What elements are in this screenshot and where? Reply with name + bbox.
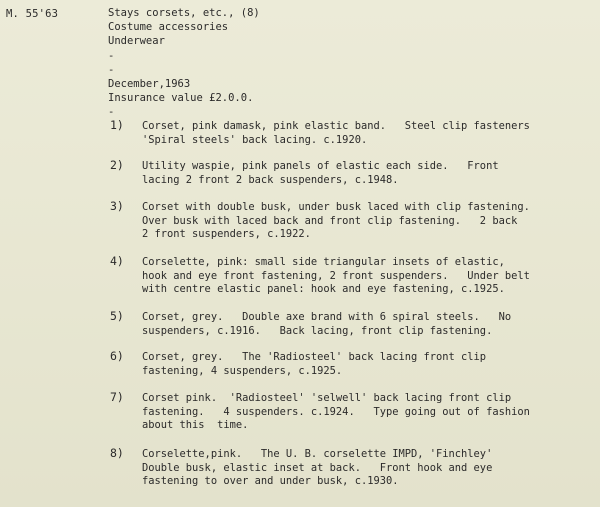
item-number: 4) (110, 254, 124, 268)
item-line: fastening to over and under busk, c.1930. (142, 475, 399, 488)
item-line: Corset, grey. Double axe brand with 6 spiral steels. No (142, 311, 512, 323)
item-line: 2 front suspenders, c.1922. (142, 228, 311, 241)
header-line: December,1963 (108, 78, 191, 91)
header-line: Insurance value £2.0.0. (108, 92, 254, 105)
item-line: fastening, 4 suspenders, c.1925. (142, 364, 343, 377)
item-line: fastening. 4 suspenders. c.1924. Type going out of fashion (142, 405, 530, 418)
item-line: Corset, pink damask, pink elastic band. Steel clip fasteners (142, 120, 530, 132)
item-number: 3) (110, 199, 124, 213)
item-line: Corselette,pink. The U. B. corselette IMPD, 'Finchley' (142, 448, 493, 460)
item-description (142, 120, 592, 147)
item-line: Double busk, elastic inset at back. Front hook and eye (142, 461, 493, 474)
item-line: Corselette, pink: small side triangular insets of elastic, (142, 256, 505, 268)
item-line: Over busk with laced back and front clip fastening. 2 back (142, 214, 518, 227)
header-line: - (108, 49, 115, 62)
item-line: suspenders, c.1916. Back lacing, front clip fastening. (142, 324, 493, 337)
item-number: 5) (110, 309, 124, 323)
header-line: - (108, 106, 115, 119)
item-description (142, 256, 592, 297)
item-number: 6) (110, 349, 124, 363)
header-line: Costume accessories (108, 21, 229, 34)
item-line: with centre elastic panel: hook and eye fastening, c.1925. (142, 283, 505, 296)
item-number: 1) (110, 118, 124, 132)
item-description (142, 201, 592, 242)
item-description (142, 160, 592, 187)
item-line: lacing 2 front 2 back suspenders, c.1948. (142, 173, 399, 186)
header-line: Underwear (108, 35, 165, 48)
header-line: - (108, 63, 115, 76)
item-number: 7) (110, 390, 124, 404)
item-description (142, 351, 592, 378)
item-line: Corset pink. 'Radiosteel' 'selwell' back lacing front clip (142, 392, 512, 404)
item-description (142, 448, 592, 489)
item-line: Corset, grey. The 'Radiosteel' back lacing front clip (142, 351, 487, 363)
item-description (142, 392, 592, 433)
item-line: Utility waspie, pink panels of elastic each side. Front (142, 160, 499, 172)
item-number: 8) (110, 446, 124, 460)
item-line: Corset with double busk, under busk laced with clip fastening. (142, 201, 530, 213)
item-line: hook and eye front fastening, 2 front suspenders. Under belt (142, 269, 530, 282)
item-line: 'Spiral steels' back lacing. c.1920. (142, 133, 368, 146)
item-line: about this time. (142, 419, 249, 432)
catalogue-reference: M. 55'63 (6, 8, 59, 20)
header-line: Stays corsets, etc., (8) (108, 7, 260, 19)
item-number: 2) (110, 158, 124, 172)
item-description (142, 311, 592, 338)
